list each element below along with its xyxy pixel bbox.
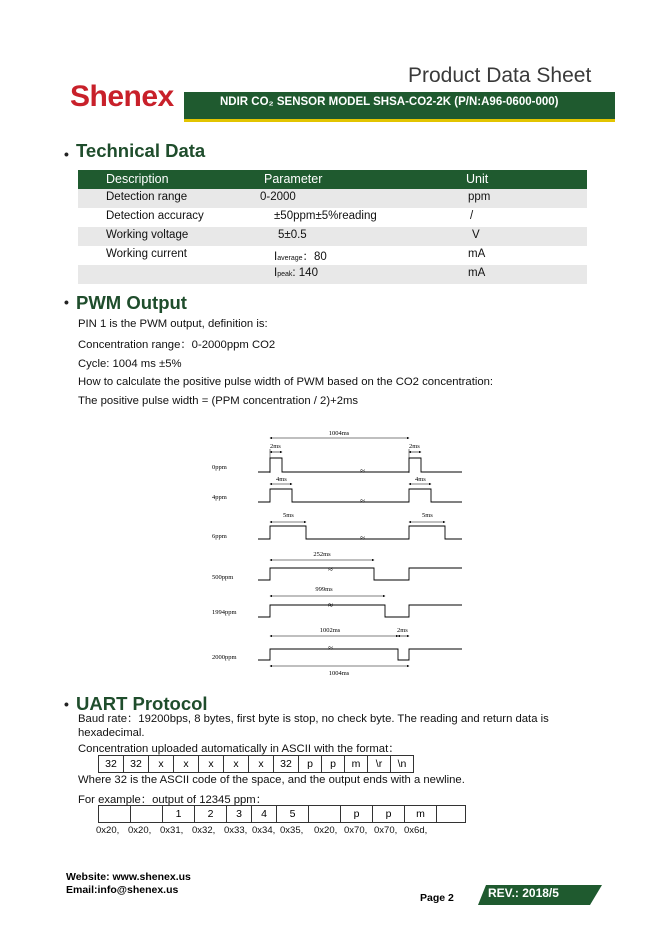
hex-value: 0x70,: [374, 825, 398, 836]
format-cell: x: [224, 756, 249, 773]
pwm-line-1: PIN 1 is the PWM output, definition is:: [78, 318, 268, 330]
row-unit: mA: [468, 267, 486, 279]
hex-value: 0x35,: [280, 825, 304, 836]
format-cell: \r: [368, 756, 391, 773]
table-header-row: [78, 170, 587, 189]
format-cell: 32: [124, 756, 149, 773]
section-title-technical: Technical Data: [76, 140, 206, 161]
format-cell: p: [322, 756, 345, 773]
header-description: Description: [106, 172, 169, 186]
format-cell: p: [299, 756, 322, 773]
technical-table: [78, 170, 587, 284]
uart-line-5: For example：output of 12345 ppm：: [78, 794, 268, 806]
svg-text:999ms: 999ms: [315, 586, 333, 593]
svg-text:≈: ≈: [360, 533, 365, 543]
top-period-dimension: [270, 430, 409, 438]
hex-value: 0x20,: [96, 825, 120, 836]
example-cell: [309, 806, 341, 823]
row-parameter: 0-2000: [260, 191, 296, 203]
example-cell: m: [405, 806, 437, 823]
top-period-label: 1004ms: [328, 430, 350, 437]
svg-text:≈: ≈: [328, 600, 333, 610]
bullet-icon: •: [64, 696, 69, 712]
model-line: NDIR CO₂ SENSOR MODEL SHSA-CO2-2K (P/N:A96-0600-000): [220, 96, 559, 108]
hex-value: 0x6d,: [404, 825, 428, 836]
header-unit: Unit: [466, 172, 489, 186]
row-description: Working voltage: [106, 229, 189, 241]
row-parameter: Ipeak: 140: [274, 267, 318, 279]
document-title: Product Data Sheet: [408, 64, 592, 87]
revision-label: REV.: 2018/5: [488, 886, 559, 900]
hex-value: 0x20,: [128, 825, 152, 836]
ppm-label: 500ppm: [212, 574, 234, 581]
svg-text:2ms: 2ms: [409, 443, 420, 450]
ppm-label: 2000ppm: [212, 654, 237, 661]
format-cell: x: [199, 756, 224, 773]
waveform-0ppm: [212, 443, 462, 476]
example-cell: [437, 806, 466, 823]
hex-value: 0x32,: [192, 825, 216, 836]
svg-text:≈: ≈: [328, 643, 333, 653]
format-cell: x: [174, 756, 199, 773]
waveform-1994ppm: [212, 586, 462, 617]
bullet-icon: •: [64, 294, 69, 310]
bullet-icon: •: [64, 146, 69, 162]
table-row: [78, 265, 587, 284]
waveform-4ppm: [212, 476, 462, 506]
waveform-500ppm: [212, 551, 462, 581]
svg-text:≈: ≈: [360, 466, 365, 476]
example-cell: 4: [252, 806, 277, 823]
pwm-line-2: Concentration range：0-2000ppm CO2: [78, 339, 276, 351]
row-unit: ppm: [468, 191, 491, 203]
waveform-6ppm: [212, 512, 462, 543]
example-cell: p: [373, 806, 405, 823]
row-parameter: Iaverage：80: [274, 251, 327, 263]
format-cell: 32: [99, 756, 124, 773]
format-cell: m: [345, 756, 368, 773]
header-parameter: Parameter: [264, 172, 323, 186]
example-cell: 5: [277, 806, 309, 823]
format-cell: 32: [274, 756, 299, 773]
page-number: Page 2: [420, 892, 454, 904]
row-description: Detection range: [106, 191, 188, 203]
row-unit: /: [470, 210, 474, 222]
svg-text:4ms: 4ms: [415, 476, 426, 483]
ppm-label: 1994ppm: [212, 609, 237, 616]
hex-value: 0x70,: [344, 825, 368, 836]
example-cell: p: [341, 806, 373, 823]
email-link[interactable]: Email:info@shenex.us: [66, 884, 179, 896]
format-cell: x: [149, 756, 174, 773]
svg-text:252ms: 252ms: [313, 551, 331, 558]
company-logo: Shenex: [70, 80, 174, 113]
hex-value: 0x34,: [252, 825, 276, 836]
format-cell: \n: [391, 756, 414, 773]
pwm-line-4: How to calculate the positive pulse width of PWM based on the CO2 concentration:: [78, 376, 494, 388]
svg-text:5ms: 5ms: [283, 512, 294, 519]
svg-text:5ms: 5ms: [422, 512, 433, 519]
accent-line: [184, 119, 615, 122]
row-parameter: 5±0.5: [278, 229, 307, 241]
example-cell: [131, 806, 163, 823]
table-row: [78, 227, 587, 246]
uart-line-3: Concentration uploaded automatically in ASCII with the format：: [78, 743, 400, 755]
uart-example-grid: [98, 805, 466, 823]
example-cell: 1: [163, 806, 195, 823]
ppm-label: 6ppm: [212, 533, 227, 540]
ppm-label: 4ppm: [212, 494, 227, 501]
section-title-uart: UART Protocol: [76, 693, 208, 714]
row-description: Working current: [106, 248, 187, 260]
pwm-line-3: Cycle: 1004 ms ±5%: [78, 358, 182, 370]
row-description: Detection accuracy: [106, 210, 204, 222]
row-unit: V: [472, 229, 480, 241]
footer-contact: [66, 871, 191, 897]
svg-text:1002ms: 1002ms: [319, 627, 341, 634]
example-cell: 2: [195, 806, 227, 823]
uart-line-1: Baud rate：19200bps, 8 bytes, first byte is stop, no check byte. The reading and return data is: [78, 713, 549, 725]
row-parameter: ±50ppm±5%reading: [274, 210, 377, 222]
pwm-line-5: The positive pulse width = (PPM concentration / 2)+2ms: [78, 395, 359, 407]
hex-value: 0x31,: [160, 825, 184, 836]
svg-text:4ms: 4ms: [276, 476, 287, 483]
waveform-2000ppm: [212, 627, 462, 677]
ppm-label: 0ppm: [212, 464, 227, 471]
table-row: [78, 189, 587, 208]
svg-text:2ms: 2ms: [270, 443, 281, 450]
section-title-pwm: PWM Output: [76, 292, 187, 313]
website-link[interactable]: Website: www.shenex.us: [66, 871, 191, 883]
row-unit: mA: [468, 248, 486, 260]
pwm-timing-diagram: [212, 426, 472, 682]
uart-line-2: hexadecimal.: [78, 727, 145, 739]
svg-text:≈: ≈: [328, 564, 333, 574]
svg-text:2ms: 2ms: [397, 627, 408, 634]
example-cell: 3: [227, 806, 252, 823]
hex-value: 0x33,: [224, 825, 248, 836]
bottom-period-label: 1004ms: [328, 670, 350, 677]
svg-text:≈: ≈: [360, 496, 365, 506]
format-cell: x: [249, 756, 274, 773]
example-cell: [99, 806, 131, 823]
table-row: [78, 208, 587, 227]
hex-value: 0x20,: [314, 825, 338, 836]
uart-line-4: Where 32 is the ASCII code of the space, and the output ends with a newline.: [78, 774, 465, 786]
table-row: [78, 246, 587, 265]
